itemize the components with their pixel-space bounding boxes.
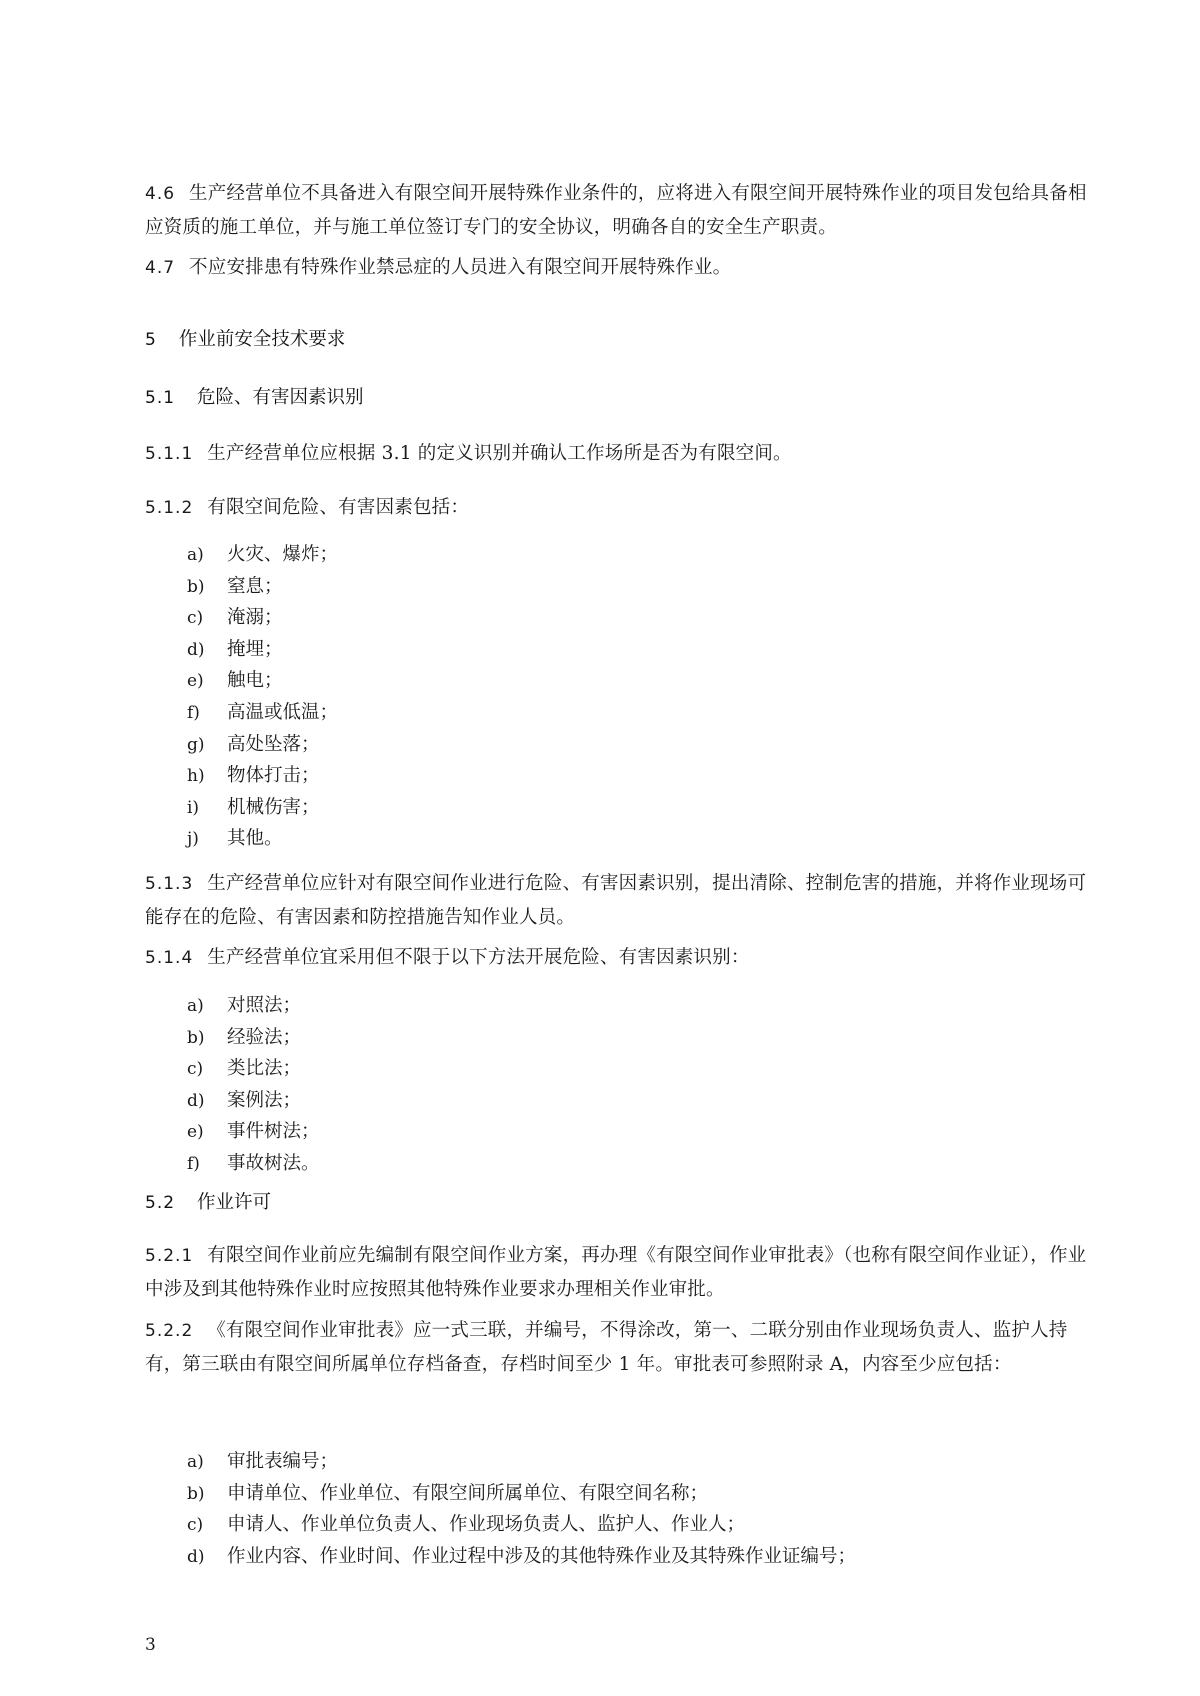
page-number: 3: [145, 1635, 156, 1655]
list-label: i): [187, 797, 200, 818]
list-text: 经验法；: [227, 1026, 302, 1048]
list-label: c): [187, 608, 204, 629]
list-text: 案例法；: [227, 1089, 302, 1111]
clause-text: 生产经营单位应根据 3.1 的定义识别并确认工作场所是否为有限空间。: [207, 443, 792, 464]
hazard-list: [187, 539, 338, 855]
list-item: [187, 1022, 320, 1054]
list-text: 事件树法；: [227, 1121, 320, 1143]
list-item: [187, 760, 338, 792]
list-label: d): [187, 1090, 205, 1111]
list-text: 物体打击；: [227, 765, 320, 787]
clause-number: 5.2.1: [145, 1246, 194, 1266]
list-item: [187, 571, 338, 603]
list-label: b): [187, 1483, 205, 1504]
clause-5-1-4: [145, 941, 1097, 975]
list-item: [187, 823, 338, 855]
section-title: 作业前安全技术要求: [178, 329, 346, 350]
clause-text: 不应安排患有特殊作业禁忌症的人员进入有限空间开展特殊作业。: [189, 257, 732, 278]
list-label: e): [187, 1122, 204, 1143]
list-text: 淹溺；: [227, 607, 283, 629]
clause-5-2-1: [145, 1239, 1097, 1306]
list-text: 高处坠落；: [227, 733, 320, 755]
list-item: [187, 1116, 320, 1148]
list-item: [187, 990, 320, 1022]
section-number: 5: [145, 330, 157, 350]
list-label: b): [187, 1027, 205, 1048]
section-title: 危险、有害因素识别: [197, 387, 364, 408]
list-label: g): [187, 734, 205, 755]
list-label: d): [187, 639, 205, 660]
list-item: [187, 1509, 856, 1541]
clause-number: 5.1.4: [145, 948, 194, 968]
approval-form-list: [187, 1446, 856, 1572]
list-text: 高温或低温；: [227, 701, 339, 723]
clause-4-6: [145, 177, 1097, 244]
clause-5-2-2: [145, 1314, 1097, 1381]
list-label: e): [187, 671, 204, 692]
list-item: [187, 1446, 856, 1478]
list-item: [187, 1053, 320, 1085]
list-item: [187, 1148, 320, 1180]
list-label: f): [187, 1153, 200, 1174]
list-item: [187, 539, 338, 571]
list-label: j): [187, 829, 199, 850]
list-label: b): [187, 576, 205, 597]
clause-number: 5.2.2: [145, 1321, 194, 1341]
list-item: [187, 1085, 320, 1117]
clause-text: 《有限空间作业审批表》应一式三联，并编号，不得涂改，第一、二联分别由作业现场负责人、监护人持有，第三联由有限空间所属单位存档备查，存档时间至少 1 年。审批表可参照附录 A，内容至少应包括：: [145, 1320, 1068, 1375]
clause-5-1-1: [145, 437, 1097, 471]
list-text: 事故树法。: [227, 1152, 320, 1174]
list-text: 机械伤害；: [227, 796, 320, 818]
section-heading-5-2: [145, 1188, 1097, 1218]
clause-text: 生产经营单位应针对有限空间作业进行危险、有害因素识别，提出清除、控制危害的措施，并将作业现场可能存在的危险、有害因素和防控措施告知作业人员。: [145, 873, 1087, 928]
list-item: [187, 602, 338, 634]
list-item: [187, 1478, 856, 1510]
list-item: [187, 665, 338, 697]
section-number: 5.2: [145, 1193, 176, 1213]
section-heading-5-1: [145, 383, 1097, 413]
clause-number: 5.1.3: [145, 874, 194, 894]
list-item: [187, 697, 338, 729]
clause-number: 5.1.2: [145, 498, 194, 518]
list-text: 触电；: [227, 670, 283, 692]
list-text: 对照法；: [227, 995, 302, 1016]
list-text: 火灾、爆炸；: [227, 544, 339, 565]
list-text: 窒息；: [227, 575, 283, 597]
list-text: 类比法；: [227, 1058, 302, 1080]
list-text: 作业内容、作业时间、作业过程中涉及的其他特殊作业及其特殊作业证编号；: [227, 1545, 857, 1567]
clause-number: 5.1.1: [145, 444, 194, 464]
method-list: [187, 990, 320, 1180]
list-item: [187, 729, 338, 761]
clause-text: 生产经营单位宜采用但不限于以下方法开展危险、有害因素识别：: [207, 947, 750, 968]
list-text: 申请单位、作业单位、有限空间所属单位、有限空间名称；: [227, 1482, 709, 1504]
clause-number: 4.7: [145, 258, 176, 278]
list-label: d): [187, 1546, 205, 1567]
clause-5-1-2: [145, 491, 1097, 525]
clause-4-7: [145, 251, 1097, 285]
list-label: a): [187, 996, 204, 1016]
section-number: 5.1: [145, 388, 176, 408]
clause-number: 4.6: [145, 184, 176, 204]
list-text: 申请人、作业单位负责人、作业现场负责人、监护人、作业人；: [227, 1514, 746, 1536]
clause-text: 有限空间作业前应先编制有限空间作业方案，再办理《有限空间作业审批表》（也称有限空间作业证），作业中涉及到其他特殊作业时应按照其他特殊作业要求办理相关作业审批。: [145, 1245, 1087, 1300]
clause-text: 生产经营单位不具备进入有限空间开展特殊作业条件的，应将进入有限空间开展特殊作业的项目发包给具备相应资质的施工单位，并与施工单位签订专门的安全协议，明确各自的安全生产职责。: [145, 183, 1087, 238]
list-text: 其他。: [227, 828, 283, 850]
list-label: a): [187, 545, 204, 565]
list-item: [187, 792, 338, 824]
section-title: 作业许可: [197, 1192, 272, 1213]
list-item: [187, 634, 338, 666]
section-heading-5: [145, 325, 1097, 355]
list-text: 掩埋；: [227, 638, 283, 660]
clause-5-1-3: [145, 867, 1097, 934]
list-text: 审批表编号；: [227, 1451, 339, 1472]
clause-text: 有限空间危险、有害因素包括：: [207, 497, 470, 518]
list-item: [187, 1541, 856, 1573]
list-label: c): [187, 1059, 204, 1080]
list-label: f): [187, 702, 200, 723]
list-label: c): [187, 1515, 204, 1536]
list-label: a): [187, 1452, 204, 1472]
list-label: h): [187, 766, 205, 787]
